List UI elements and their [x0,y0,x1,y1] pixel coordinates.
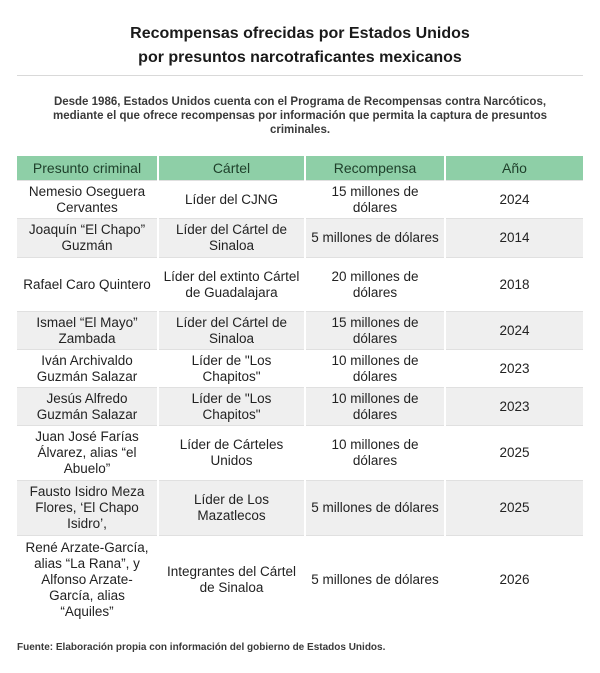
table-row [17,181,583,219]
cell-cartel: Integrantes del Cártel de Sinaloa [158,536,305,624]
title-line-2: por presuntos narcotraficantes mexicanos [138,49,462,66]
cell-year: 2024 [445,312,583,350]
cell-year: 2025 [445,481,583,536]
cell-year: 2026 [445,536,583,624]
cell-criminal: Juan José Farías Álvarez, alias “el Abuelo” [17,426,158,481]
header-criminal: Presunto criminal [17,156,158,181]
rewards-table [17,156,583,624]
intro-text: Desde 1986, Estados Unidos cuenta con el Programa de Recompensas contra Narcóticos, mediante el que ofrece recompensas por información que permita la captura de presuntos criminales. [53,96,547,136]
cell-reward: 15 millones de dólares [305,312,445,350]
cell-cartel: Líder del extinto Cártel de Guadalajara [158,258,305,312]
table-row [17,258,583,312]
cell-reward: 10 millones de dólares [305,350,445,388]
table-row [17,388,583,426]
cell-reward: 10 millones de dólares [305,388,445,426]
table-row [17,426,583,481]
cell-criminal: René Arzate-García, alias “La Rana”, y Alfonso Arzate-García, alias “Aquiles” [17,536,158,624]
cell-cartel: Líder de Cárteles Unidos [158,426,305,481]
cell-cartel: Líder de "Los Chapitos" [158,350,305,388]
cell-year: 2024 [445,181,583,219]
cell-year: 2018 [445,258,583,312]
cell-criminal: Fausto Isidro Meza Flores, ‘El Chapo Isidro’, [17,481,158,536]
cell-reward: 20 millones de dólares [305,258,445,312]
cell-reward: 15 millones de dólares [305,181,445,219]
table-row [17,312,583,350]
cell-reward: 10 millones de dólares [305,426,445,481]
cell-criminal: Jesús Alfredo Guzmán Salazar [17,388,158,426]
cell-reward: 5 millones de dólares [305,219,445,258]
title-divider [17,75,583,76]
cell-cartel: Líder del CJNG [158,181,305,219]
table-row [17,350,583,388]
title-line-1: Recompensas ofrecidas por Estados Unidos [130,25,470,42]
header-cartel: Cártel [158,156,305,181]
cell-reward: 5 millones de dólares [305,481,445,536]
cell-criminal: Joaquín “El Chapo” Guzmán [17,219,158,258]
header-year: Año [445,156,583,181]
cell-criminal: Iván Archivaldo Guzmán Salazar [17,350,158,388]
table-header-row [17,156,583,181]
cell-reward: 5 millones de dólares [305,536,445,624]
cell-criminal: Ismael “El Mayo” Zambada [17,312,158,350]
cell-cartel: Líder del Cártel de Sinaloa [158,219,305,258]
cell-cartel: Líder del Cártel de Sinaloa [158,312,305,350]
table-row [17,481,583,536]
header-reward: Recompensa [305,156,445,181]
cell-year: 2025 [445,426,583,481]
cell-cartel: Líder de "Los Chapitos" [158,388,305,426]
page-title [0,22,600,70]
cell-criminal: Rafael Caro Quintero [17,258,158,312]
source-note: Fuente: Elaboración propia con información del gobierno de Estados Unidos. [17,642,386,653]
cell-cartel: Líder de Los Mazatlecos [158,481,305,536]
cell-year: 2014 [445,219,583,258]
cell-year: 2023 [445,388,583,426]
table-row [17,536,583,624]
cell-criminal: Nemesio Oseguera Cervantes [17,181,158,219]
table-row [17,219,583,258]
cell-year: 2023 [445,350,583,388]
